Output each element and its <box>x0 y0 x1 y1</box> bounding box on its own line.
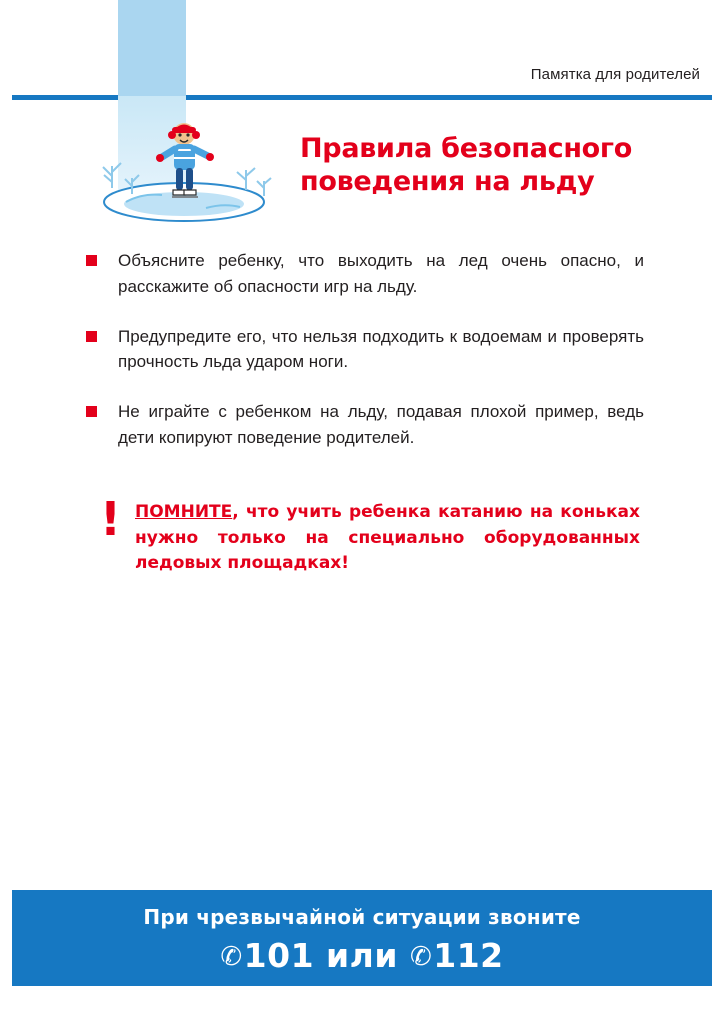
page-title-line2: поведения на льду <box>300 165 595 197</box>
remember-callout <box>100 492 640 577</box>
header-divider <box>12 95 712 100</box>
emergency-phone-1: 101 <box>243 936 315 975</box>
list-item <box>84 248 644 300</box>
phone-icon: ✆ <box>220 942 243 972</box>
decorative-blue-column-top <box>118 0 186 96</box>
bullet-square-icon <box>86 406 97 417</box>
phone-separator: или <box>326 936 398 975</box>
emergency-footer <box>12 890 712 986</box>
list-item-text: Объясните ребенку, что выходить на лед очень опасно, и расскажите об опасности игр на льду. <box>118 251 644 296</box>
advice-list <box>84 248 644 451</box>
page-title <box>300 133 700 199</box>
footer-phones <box>12 936 712 975</box>
exclamation-icon: ! <box>100 492 121 546</box>
list-item-text: Не играйте с ребенком на льду, подавая плохой пример, ведь дети копируют поведение родителей. <box>118 402 644 448</box>
remember-body: , что учить ребенка катанию на коньках нужно только на специально оборудованных ледовых площадках! <box>135 502 640 573</box>
page-title-line1: Правила безопасного <box>300 133 632 164</box>
footer-headline: При чрезвычайной ситуации звоните <box>143 905 581 929</box>
bullet-square-icon <box>86 255 97 266</box>
list-item <box>84 324 644 376</box>
list-item-text: Предупредите его, что нельзя подходить к водоемам и проверять прочность льда ударом ноги. <box>118 326 644 372</box>
remember-text <box>135 500 640 577</box>
header-label: Памятка для родителей <box>530 66 700 83</box>
remember-keyword: ПОМНИТЕ <box>135 502 233 522</box>
phone-icon: ✆ <box>409 942 433 972</box>
emergency-phone-2: 112 <box>433 936 504 975</box>
list-item <box>84 399 644 451</box>
child-skating-on-ice-illustration <box>96 110 286 225</box>
bullet-square-icon <box>86 331 97 342</box>
